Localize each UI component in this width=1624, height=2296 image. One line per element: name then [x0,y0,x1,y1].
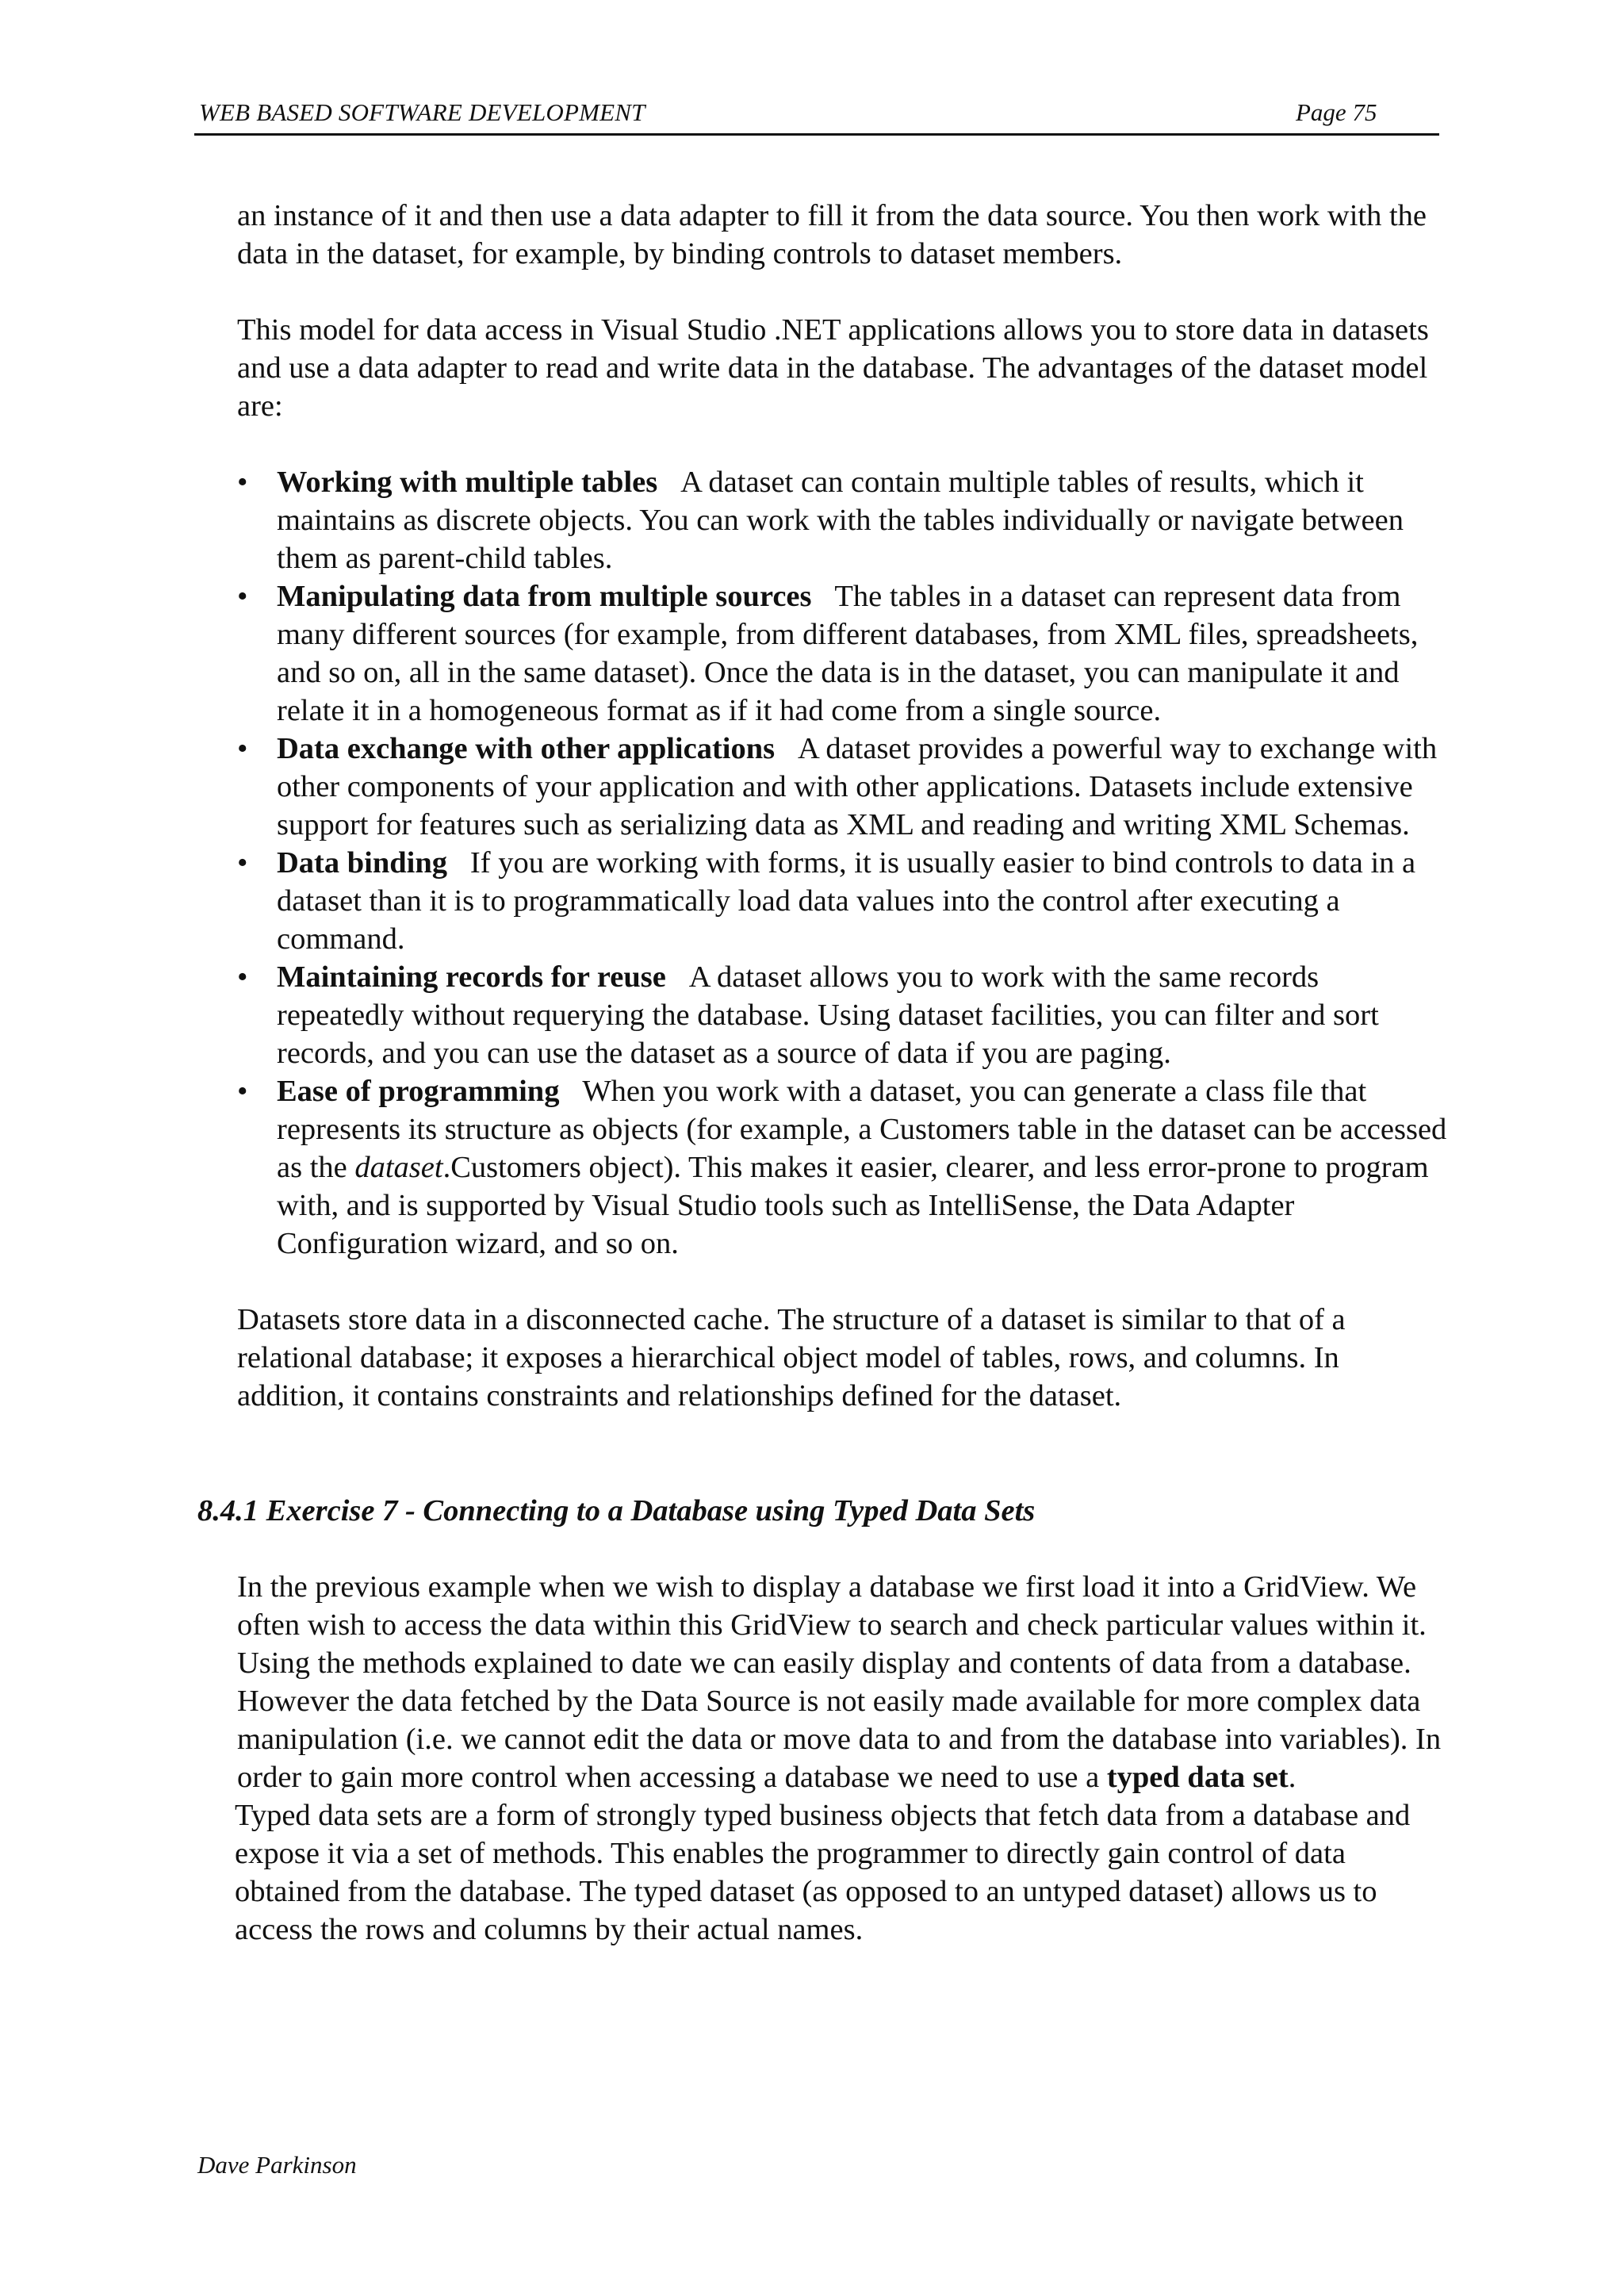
list-item [237,1072,1450,1263]
footer-author: Dave Parkinson [197,2151,357,2179]
bullet-icon: • [237,466,248,499]
bullet-icon: • [237,846,248,880]
list-item [237,577,1450,730]
list-item [237,730,1450,844]
list-item [237,844,1450,958]
page-body [197,197,1450,1949]
bullet-icon: • [237,960,248,994]
list-item-term: Data exchange with other applications [277,732,776,765]
list-item-term: Data binding [277,846,448,880]
paragraph-text: In the previous example when we wish to display a database we first load it into a GridView. We often wish to access the data within this GridView to search and check particular values within it. Using the methods explained to date we can easily display and contents of data from a database. However the data fetched by the Data Source is not easily made available for more complex data manipulation (i.e. we cannot edit the data or move data to and from the database into variables). In order to gain more control when accessing a database we need to use a [237,1570,1442,1794]
body-paragraph [237,1568,1450,1796]
list-item-text: The tables in a dataset can represent data from many different sources (for example, from different databases, from XML files, spreadsheets, and so on, all in the same dataset). Once the data is in the dataset, you can manipulate it and relate it in a homogeneous format as if it had come from a single source. [277,580,1419,727]
body-paragraph: Datasets store data in a disconnected cache. The structure of a dataset is similar to that of a relational database; it exposes a hierarchical object model of tables, rows, and columns. In addition, it contains constraints and relationships defined for the dataset. [237,1303,1346,1412]
body-paragraph: an instance of it and then use a data adapter to fill it from the data source. You then work with the data in the dataset, for example, by binding controls to dataset members. [237,199,1427,270]
paragraph-text: . [1288,1761,1297,1794]
list-item-text: A dataset provides a powerful way to exchange with other components of your application and with other applications. Datasets include extensive support for features such as serializing data as XML and reading and writing XML Schemas. [277,732,1438,841]
section-heading: 8.4.1 Exercise 7 - Connecting to a Database using Typed Data Sets [197,1494,1036,1527]
list-item-term: Working with multiple tables [277,466,658,499]
list-item [237,958,1450,1072]
list-item-text: When you work with a dataset, you can generate a class file that represents its structure as objects (for example, a Customers table in the dataset can be accessed as the [277,1075,1447,1184]
list-item-term: Manipulating data from multiple sources [277,580,812,613]
list-item [237,463,1450,577]
list-item-text: A dataset allows you to work with the same records repeatedly without requerying the database. Using dataset facilities, you can filter and sort records, and you can use the dataset as a source of data if you are paging. [277,960,1379,1070]
bullet-icon: • [237,732,248,765]
list-item-text: If you are working with forms, it is usually easier to bind controls to data in a dataset than it is to programmatically load data values into the control after executing a command. [277,846,1416,956]
page-header [194,95,1439,136]
list-item-text-italic: dataset [354,1151,443,1184]
advantages-list [237,463,1450,1263]
page-number: Page 75 [1296,98,1377,126]
page-footer [197,2151,357,2179]
list-item-term: Maintaining records for reuse [277,960,666,994]
list-item-text: A dataset can contain multiple tables of results, which it maintains as discrete objects. You can work with the tables individually or navigate between them as parent-child tables. [277,466,1404,575]
list-item-term: Ease of programming [277,1075,560,1108]
bullet-icon: • [237,580,248,613]
bullet-icon: • [237,1075,248,1108]
running-header-title: WEB BASED SOFTWARE DEVELOPMENT [199,98,645,126]
paragraph-bold-term: typed data set [1106,1761,1289,1794]
list-item-text: .Customers object). This makes it easier, clearer, and less error-prone to program with, and is supported by Visual Studio tools such as IntelliSense, the Data Adapter Configuration wizard, and so on. [277,1151,1429,1260]
body-paragraph: Typed data sets are a form of strongly typed business objects that fetch data from a database and expose it via a set of methods. This enables the programmer to directly gain control of data obtained from the database. The typed dataset (as opposed to an untyped dataset) allows us to access the rows and columns by their actual names. [235,1799,1411,1946]
body-paragraph: This model for data access in Visual Studio .NET applications allows you to store data in datasets and use a data adapter to read and write data in the database. The advantages of the dataset model are: [237,313,1429,423]
